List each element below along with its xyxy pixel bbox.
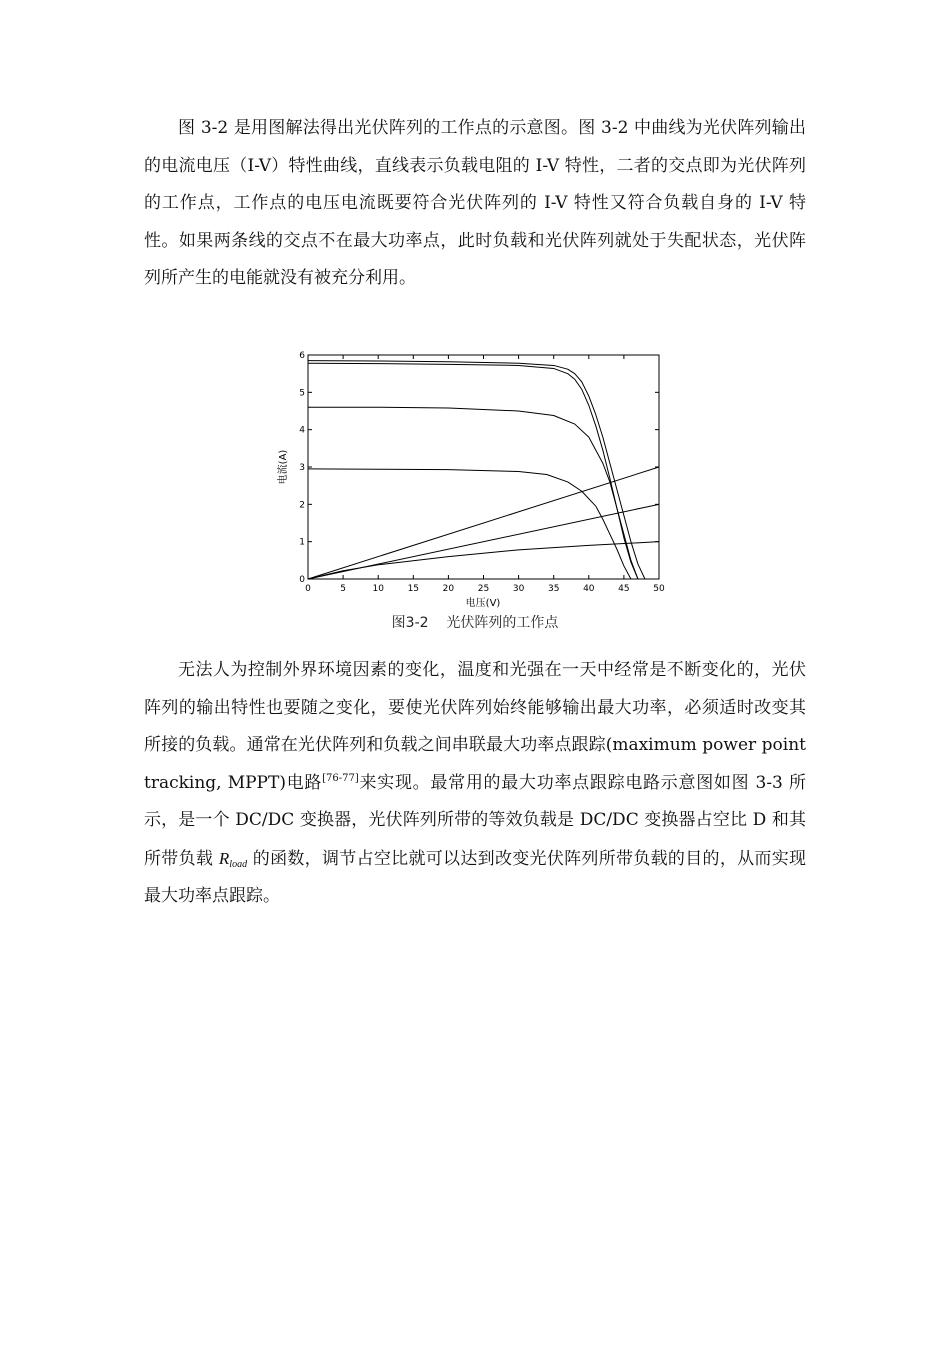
- caption-title: 光伏阵列的工作点: [446, 615, 559, 631]
- x-tick-label: 10: [372, 584, 384, 594]
- load-line-5: [308, 467, 659, 579]
- body-paragraph-2: [144, 652, 806, 916]
- x-tick-label: 25: [477, 584, 490, 594]
- iv-characteristic-chart: [272, 344, 672, 614]
- x-tick-label: 35: [547, 584, 560, 594]
- iv-curve-4: [308, 469, 631, 579]
- x-tick-label: 15: [407, 584, 420, 594]
- y-tick-label: 2: [299, 500, 305, 511]
- y-tick-label: 6: [299, 351, 305, 361]
- load-curve-7: [308, 542, 659, 579]
- iv-curve-1: [308, 361, 645, 579]
- body-paragraph-1: 图 3-2 是用图解法得出光伏阵列的工作点的示意图。图 3-2 中曲线为光伏阵列输出的电流电压（I-V）特性曲线，直线表示负载电阻的 I-V 特性，二者的交点即为光伏阵列的工作点，工作点的电压电流既要符合光伏阵列的 I-V 特性又符合负载自身的 I-V 特性。如果两条线的交点不在最大功率点，此时负载和光伏阵列就处于失配状态，光伏阵列所产生的电能就没有被充分利用。: [144, 118, 806, 288]
- x-axis-label: 电压(V): [465, 598, 501, 609]
- x-tick-label: 30: [512, 584, 525, 594]
- y-tick-label: 0: [299, 575, 305, 585]
- y-tick-label: 4: [299, 425, 305, 436]
- x-tick-label: 5: [340, 584, 346, 594]
- x-tick-label: 20: [442, 584, 455, 594]
- para2-text-c: 的函数，调节占空比就可以达到改变光伏阵列所带负载的目的，从而实现最大功率点跟踪。: [144, 848, 807, 906]
- x-tick-label: 45: [618, 584, 630, 594]
- y-tick-label: 1: [299, 537, 305, 548]
- y-axis-label: 电流(A): [278, 449, 289, 485]
- y-tick-label: 5: [299, 388, 305, 399]
- para2-text-b: 来实现。最常用的最大功率点跟踪电路示意图如图 3-3 所示，是一个 DC/DC 变换器，光伏阵列所带的等效负载是 DC/DC 变换器占空比 D 和其所带负载: [144, 772, 806, 869]
- plot-frame: [308, 355, 659, 579]
- figure-iv-chart: [272, 344, 672, 614]
- x-tick-label: 40: [583, 584, 595, 594]
- citation-ref: [76-77]: [322, 772, 359, 784]
- variable-r-load: $R_{load}$: [218, 848, 248, 870]
- para2-text-a: 无法人为控制外界环境因素的变化，温度和光强在一天中经常是不断变化的，光伏阵列的输出特性也要随之变化，要使光伏阵列始终能够输出最大功率，必须适时改变其所接的负载。通常在光伏阵列和负载之间串联最大功率点跟踪(maximum power point tracking, MPPT)电路: [144, 660, 806, 793]
- y-tick-label: 3: [299, 463, 305, 473]
- caption-number: 图3-2: [391, 615, 429, 631]
- figure-caption: [0, 612, 950, 632]
- x-tick-label: 50: [653, 584, 665, 594]
- iv-curve-3: [308, 407, 638, 579]
- x-tick-label: 0: [305, 584, 311, 594]
